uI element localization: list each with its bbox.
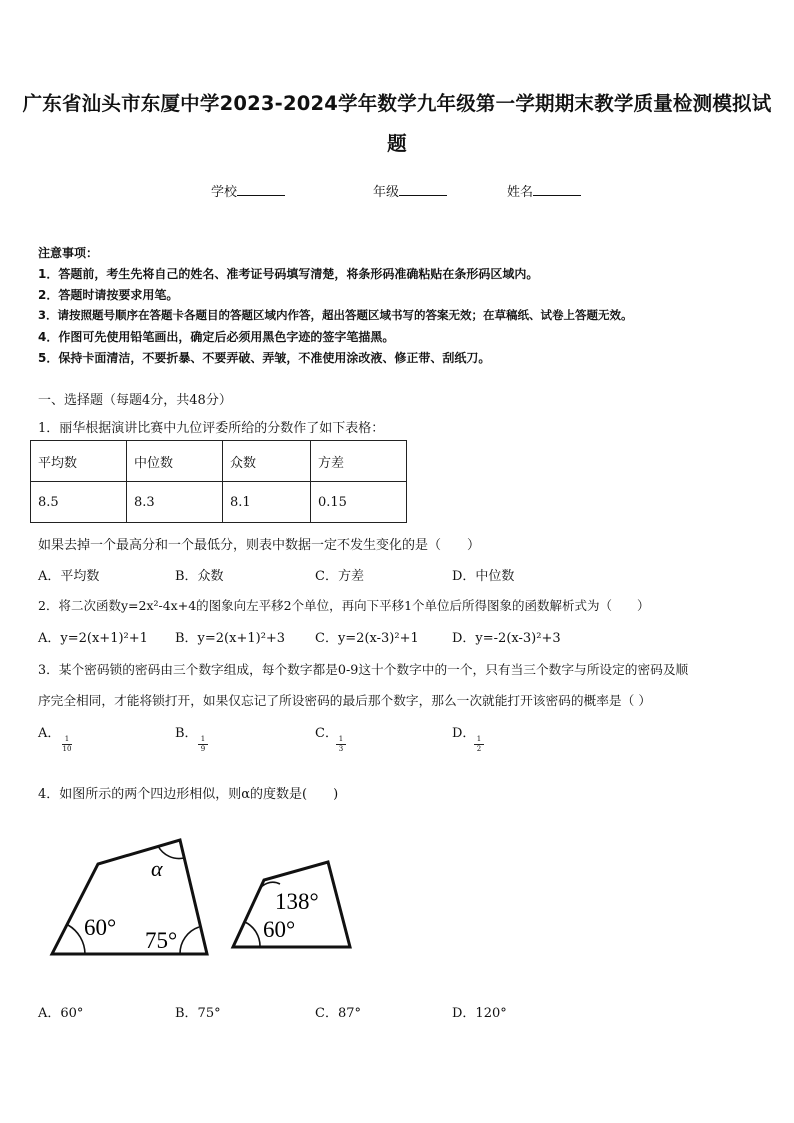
q3-option-a-fraction	[60, 735, 74, 754]
q1-option-b: B．众数	[175, 569, 224, 584]
q2-option-d: D．y=-2(x-3)²+3	[452, 631, 561, 646]
grade-label: 年级	[373, 185, 400, 200]
name-label: 姓名	[507, 185, 534, 200]
section-heading: 一、选择题（每题4分，共48分）	[38, 393, 232, 408]
grade-field	[373, 181, 447, 200]
school-blank	[237, 183, 285, 196]
left-angle-60-label: 60°	[84, 915, 117, 940]
table-row	[31, 441, 407, 482]
score-table	[30, 440, 407, 523]
q4-option-a: A．60°	[38, 1006, 84, 1021]
question-3-stem-line-1: 3．某个密码锁的密码由三个数字组成，每个数字都是0-9这十个数字中的一个，只有当三个数字与所设定的密码及顺	[38, 662, 689, 677]
note-item: 5．保持卡面清洁，不要折暴、不要弄破、弄皱，不准使用涂改液、修正带、刮纸刀。	[38, 351, 491, 365]
exam-title-line-1: 广东省汕头市东厦中学2023-2024学年数学九年级第一学期期末教学质量检测模拟试	[22, 92, 772, 115]
q3-option-a: A．	[38, 726, 61, 741]
q2-option-a: A．y=2(x+1)²+1	[38, 631, 148, 646]
table-header-mode: 众数	[223, 441, 311, 482]
q4-option-c: C．87°	[315, 1006, 361, 1021]
note-item: 3．请按照题号顺序在答题卡各题目的答题区域内作答，超出答题区域书写的答案无效；在草稿纸、试卷上答题无效。	[38, 308, 633, 322]
q3-option-c: C．	[315, 726, 338, 741]
left-quadrilateral	[52, 840, 207, 954]
q2-option-c: C．y=2(x-3)²+1	[315, 631, 419, 646]
name-field	[507, 181, 581, 200]
table-cell-mean: 8.5	[31, 482, 127, 523]
fraction-numerator: 1	[338, 735, 344, 743]
fraction-denominator: 2	[476, 745, 482, 753]
right-60-angle-arc	[245, 922, 260, 947]
note-item: 1．答题前，考生先将自己的姓名、准考证号码填写清楚，将条形码准确粘贴在条形码区域内。	[38, 267, 539, 281]
q1-option-d: D．中位数	[452, 569, 515, 584]
q1-option-a: A．平均数	[38, 569, 100, 584]
question-2-stem: 2．将二次函数y=2x²-4x+4的图象向左平移2个单位，再向下平移1个单位后所得图象的函数解析式为（ ）	[38, 598, 650, 613]
fraction-numerator: 1	[476, 735, 482, 743]
table-row	[31, 482, 407, 523]
question-1-stem: 1．丽华根据演讲比赛中九位评委所给的分数作了如下表格：	[38, 421, 385, 436]
fraction-denominator: 10	[62, 745, 72, 753]
left-75-angle-arc	[180, 927, 199, 954]
fraction-numerator: 1	[64, 735, 70, 743]
fraction-numerator: 1	[200, 735, 206, 743]
table-cell-median: 8.3	[127, 482, 223, 523]
question-3-stem-line-2: 序完全相同，才能将锁打开，如果仅忘记了所设密码的最后那个数字，那么一次就能打开该密码的概率是（ ）	[38, 693, 652, 708]
table-header-mean: 平均数	[31, 441, 127, 482]
q3-option-b-fraction	[196, 735, 210, 754]
q2-option-b: B．y=2(x+1)²+3	[175, 631, 286, 646]
q4-option-b: B．75°	[175, 1006, 221, 1021]
q1-option-c: C．方差	[315, 569, 364, 584]
alpha-label: α	[151, 856, 163, 881]
note-item: 2．答题时请按要求用笔。	[38, 288, 179, 302]
left-angle-75-label: 75°	[145, 928, 178, 953]
table-cell-variance: 0.15	[311, 482, 407, 523]
notes-heading: 注意事项：	[38, 246, 99, 260]
q3-option-d: D．	[452, 726, 476, 741]
name-blank	[533, 183, 581, 196]
right-angle-60-label: 60°	[263, 917, 296, 942]
q3-option-c-fraction	[334, 735, 348, 754]
question-1-question: 如果去掉一个最高分和一个最低分，则表中数据一定不发生变化的是（ ）	[38, 538, 481, 553]
school-label: 学校	[211, 185, 238, 200]
fraction-denominator: 3	[338, 745, 344, 753]
table-header-median: 中位数	[127, 441, 223, 482]
right-angle-138-label: 138°	[275, 889, 319, 914]
fraction-denominator: 9	[200, 745, 206, 753]
q3-option-d-fraction	[472, 735, 486, 754]
table-header-variance: 方差	[311, 441, 407, 482]
note-item: 4．作图可先使用铅笔画出，确定后必须用黑色字迹的签字笔描黑。	[38, 330, 395, 344]
question-4-stem: 4．如图所示的两个四边形相似，则α的度数是( )	[38, 787, 339, 802]
q4-option-d: D．120°	[452, 1006, 507, 1021]
school-field	[211, 181, 285, 200]
q3-option-b: B．	[175, 726, 198, 741]
similar-quadrilaterals-figure	[0, 820, 380, 970]
grade-blank	[399, 183, 447, 196]
left-60-angle-arc	[68, 925, 85, 954]
table-cell-mode: 8.1	[223, 482, 311, 523]
exam-title-line-2: 题	[387, 132, 407, 155]
